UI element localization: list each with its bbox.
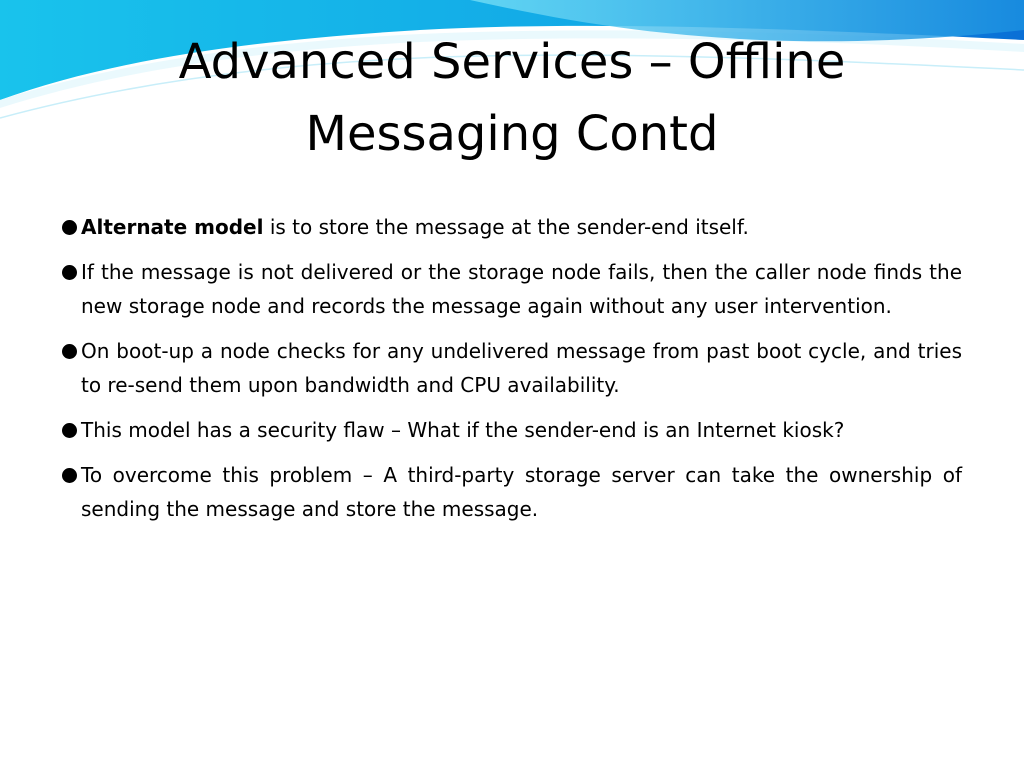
- bullet-dot-icon: [62, 468, 77, 483]
- bullet-item-5: [62, 458, 962, 526]
- bullet-item-1: [62, 210, 962, 244]
- bullet-text: To overcome this problem – A third-party storage server can take the ownership of sending the message and store the message.: [81, 463, 962, 521]
- bullet-bold-text: Alternate model: [81, 215, 264, 239]
- bullet-item-4: [62, 413, 962, 447]
- bullet-dot-icon: [62, 220, 77, 235]
- bullet-list: [62, 210, 962, 537]
- bullet-text: This model has a security flaw – What if the sender-end is an Internet kiosk?: [81, 418, 845, 442]
- bullet-dot-icon: [62, 265, 77, 280]
- bullet-item-3: [62, 334, 962, 402]
- bullet-text: On boot-up a node checks for any undelivered message from past boot cycle, and tries to re-send them upon bandwidth and CPU availability.: [81, 339, 962, 397]
- bullet-dot-icon: [62, 344, 77, 359]
- title-line-2: Messaging Contd: [305, 106, 719, 162]
- bullet-text: is to store the message at the sender-end itself.: [263, 215, 749, 239]
- bullet-text: If the message is not delivered or the storage node fails, then the caller node finds the new storage node and records the message again without any user intervention.: [81, 260, 962, 318]
- bullet-dot-icon: [62, 423, 77, 438]
- bullet-item-2: [62, 255, 962, 323]
- slide-title: [0, 26, 1024, 170]
- title-line-1: Advanced Services – Offline: [178, 34, 846, 90]
